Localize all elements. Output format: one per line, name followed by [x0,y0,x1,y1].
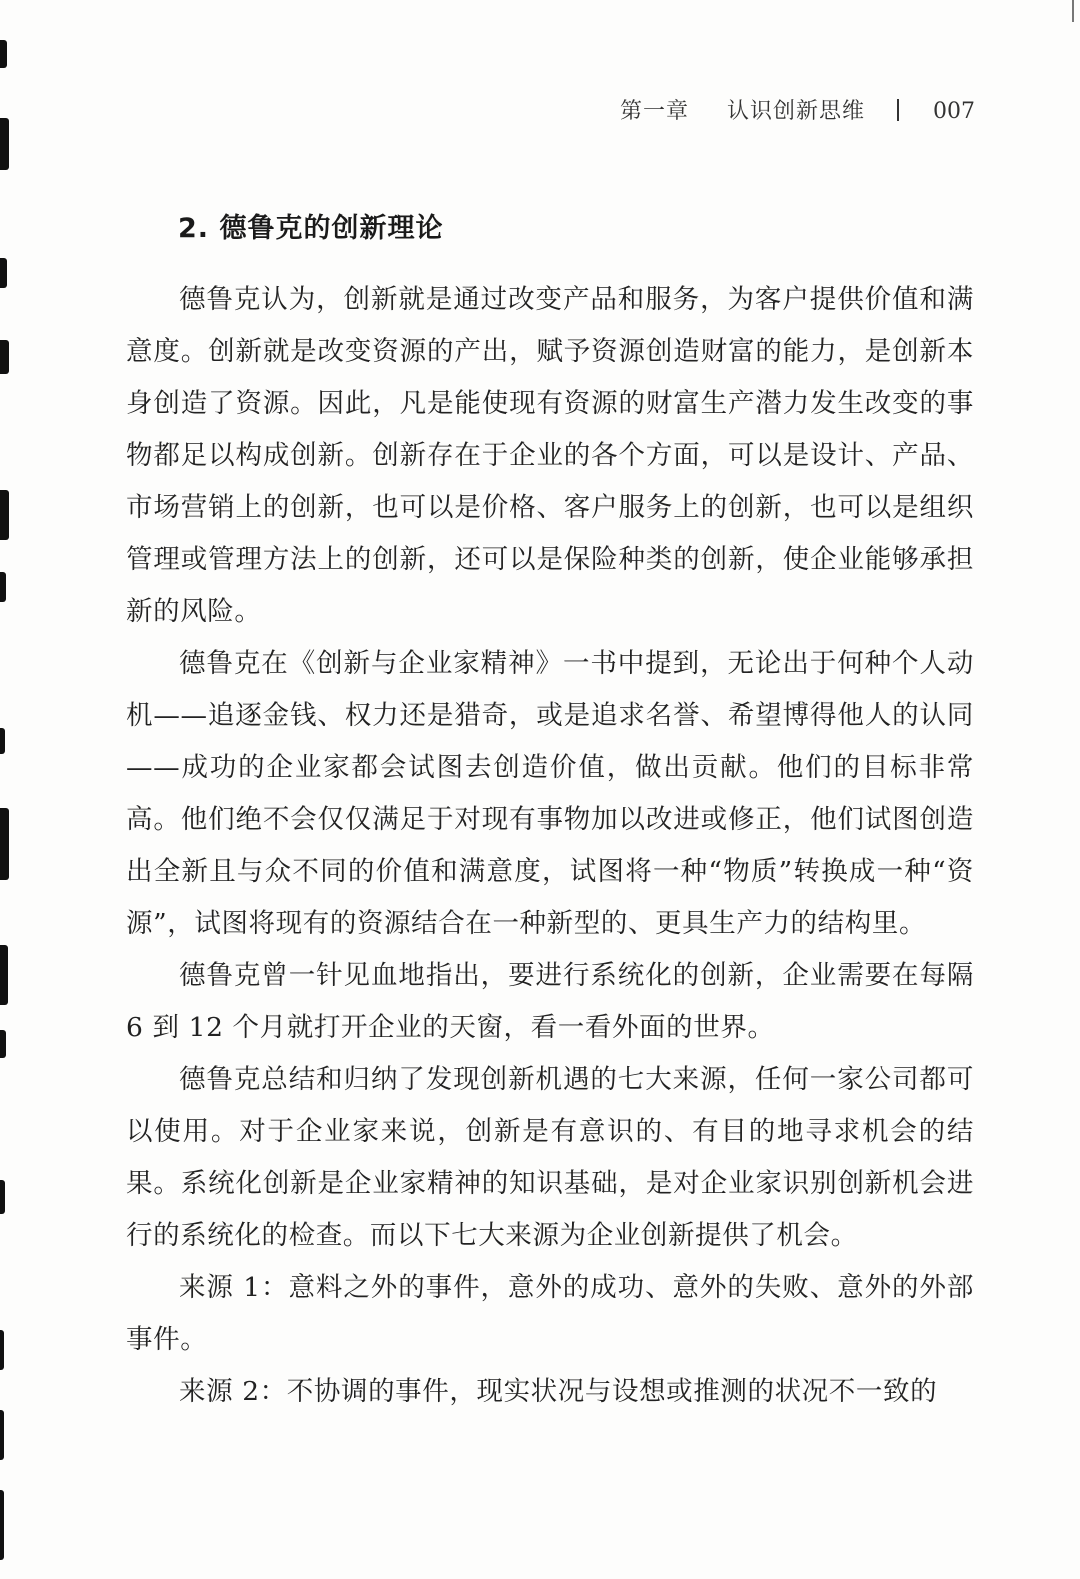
binding-shadow-mark [0,945,8,1005]
body-text [126,274,974,1418]
binding-shadow-mark [0,808,9,880]
binding-shadow-mark [0,572,6,602]
paragraph: 德鲁克曾一针见血地指出，要进行系统化的创新，企业需要在每隔 6 到 12 个月就打开企业的天窗，看一看外面的世界。 [126,960,974,1043]
binding-shadow-mark [0,1490,4,1560]
section-heading: 2. 德鲁克的创新理论 [178,213,444,244]
binding-shadow-mark [0,1030,6,1058]
paragraph: 德鲁克在《创新与企业家精神》一书中提到，无论出于何种个人动机——追逐金钱、权力还是猎奇，或是追求名誉、希望博得他人的认同——成功的企业家都会试图去创造价值，做出贡献。他们的目标非常高。他们绝不会仅仅满足于对现有事物加以改进或修正，他们试图创造出全新且与众不同的价值和满意度，试图将一种“物质”转换成一种“资源”，试图将现有的资源结合在一种新型的、更具生产力的结构里。 [126,648,974,939]
paragraph: 来源 1：意料之外的事件，意外的成功、意外的失败、意外的外部事件。 [126,1272,974,1355]
running-head [620,94,975,125]
binding-shadow-mark [0,40,7,68]
paragraph: 来源 2：不协调的事件，现实状况与设想或推测的状况不一致的 [179,1376,938,1407]
binding-shadow-mark [0,118,9,170]
running-head-divider [897,99,899,121]
chapter-title: 认识创新思维 [726,99,865,124]
page-number: 007 [933,99,975,124]
binding-shadow-mark [0,258,7,288]
binding-shadow-mark [0,1330,4,1370]
paragraph: 德鲁克总结和归纳了发现创新机遇的七大来源，任何一家公司都可以使用。对于企业家来说，创新是有意识的、有目的地寻求机会的结果。系统化创新是企业家精神的知识基础，是对企业家识别创新机会进行的系统化的检查。而以下七大来源为企业创新提供了机会。 [126,1064,974,1251]
binding-shadow-mark [0,490,9,540]
paragraph: 德鲁克认为，创新就是通过改变产品和服务，为客户提供价值和满意度。创新就是改变资源的产出，赋予资源创造财富的能力，是创新本身创造了资源。因此，凡是能使现有资源的财富生产潜力发生改变的事物都足以构成创新。创新存在于企业的各个方面，可以是设计、产品、市场营销上的创新，也可以是价格、客户服务上的创新，也可以是组织管理或管理方法上的创新，还可以是保险种类的创新，使企业能够承担新的风险。 [126,284,974,627]
binding-shadow-mark [0,728,5,754]
binding-shadow-mark [0,1410,4,1460]
binding-shadow-mark [0,1180,5,1214]
scan-edge-tick [1072,0,1074,22]
binding-shadow-mark [0,340,9,374]
chapter-label: 第一章 [619,99,689,124]
